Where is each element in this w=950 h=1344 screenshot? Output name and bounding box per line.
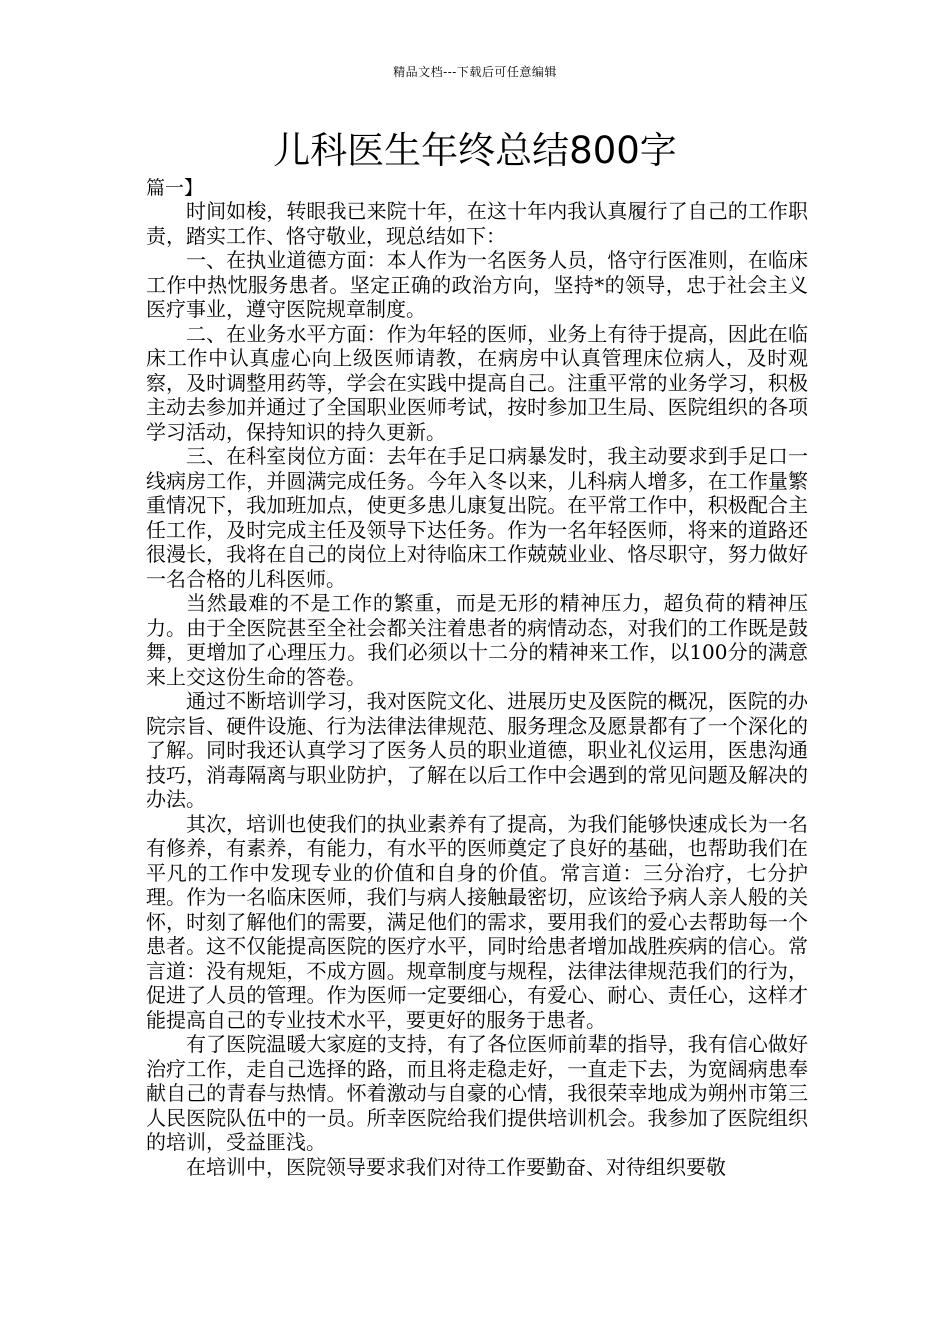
paragraph: 三、在科室岗位方面：去年在手足口病暴发时，我主动要求到手足口一线病房工作，并圆满完成任务。今年入冬以来，儿科病人增多，在工作量繁重情况下，我加班加点，使更多患儿康复出院。在平常工作中，积极配合主任工作，及时完成主任及领导下达任务。作为一名年轻医师，将来的道路还很漫长，我将在自己的岗位上对待临床工作兢兢业业、恪尽职守，努力做好一名合格的儿科医师。	[146, 444, 808, 591]
paragraph: 在培训中，医院领导要求我们对待工作要勤奋、对待组织要敬	[186, 1154, 726, 1179]
page-header: 精品文档---下载后可任意编辑	[393, 65, 557, 79]
document-body	[146, 199, 808, 1179]
paragraph: 其次，培训也使我们的执业素养有了提高，为我们能够快速成长为一名有修养，有素养，有能力，有水平的医师奠定了良好的基础，也帮助我们在平凡的工作中发现专业的价值和自身的价值。常言道：三分治疗，七分护理。作为一名临床医师，我们与病人接触最密切，应该给予病人亲人般的关怀，时刻了解他们的需要，满足他们的需求，要用我们的爱心去帮助每一个患者。这不仅能提高医院的医疗水平，同时给患者增加战胜疾病的信心。常言道：没有规矩，不成方圆。规章制度与规程，法律法律规范我们的行为，促进了人员的管理。作为医师一定要细心，有爱心、耐心、责任心，这样才能提高自己的专业技术水平，要更好的服务于患者。	[146, 811, 808, 1032]
paragraph: 当然最难的不是工作的繁重，而是无形的精神压力，超负荷的精神压力。由于全医院甚至全社会都关注着患者的病情动态，对我们的工作既是鼓舞，更增加了心理压力。我们必须以十二分的精神来工作，以100分的满意来上交这份生命的答卷。	[146, 591, 808, 689]
paragraph: 时间如梭，转眼我已来院十年，在这十年内我认真履行了自己的工作职责，踏实工作、恪守敬业，现总结如下：	[146, 199, 808, 248]
document-title: 儿科医生年终总结800字	[273, 129, 677, 172]
paragraph: 通过不断培训学习，我对医院文化、进展历史及医院的概况，医院的办院宗旨、硬件设施、行为法律法律规范、服务理念及愿景都有了一个深化的了解。同时我还认真学习了医务人员的职业道德，职业礼仪运用，医患沟通技巧，消毒隔离与职业防护，了解在以后工作中会遇到的常见问题及解决的办法。	[146, 689, 808, 811]
paragraph: 一、在执业道德方面：本人作为一名医务人员，恪守行医准则，在临床工作中热忱服务患者。坚定正确的政治方向，坚持*的领导，忠于社会主义医疗事业，遵守医院规章制度。	[146, 248, 808, 321]
section-label: 篇一】	[146, 177, 204, 199]
paragraph: 有了医院温暖大家庭的支持，有了各位医师前辈的指导，我有信心做好治疗工作，走自己选择的路，而且将走稳走好，一直走下去，为宽阔病患奉献自己的青春与热情。怀着激动与自豪的心情，我很荣幸地成为朔州市第三人民医院队伍中的一员。所幸医院给我们提供培训机会。我参加了医院组织的培训，受益匪浅。	[146, 1032, 808, 1154]
paragraph: 二、在业务水平方面：作为年轻的医师，业务上有待于提高，因此在临床工作中认真虚心向上级医师请教，在病房中认真管理床位病人，及时观察，及时调整用药等，学会在实践中提高自己。注重平常的业务学习，积极主动去参加并通过了全国职业医师考试，按时参加卫生局、医院组织的各项学习活动，保持知识的持久更新。	[146, 321, 808, 444]
